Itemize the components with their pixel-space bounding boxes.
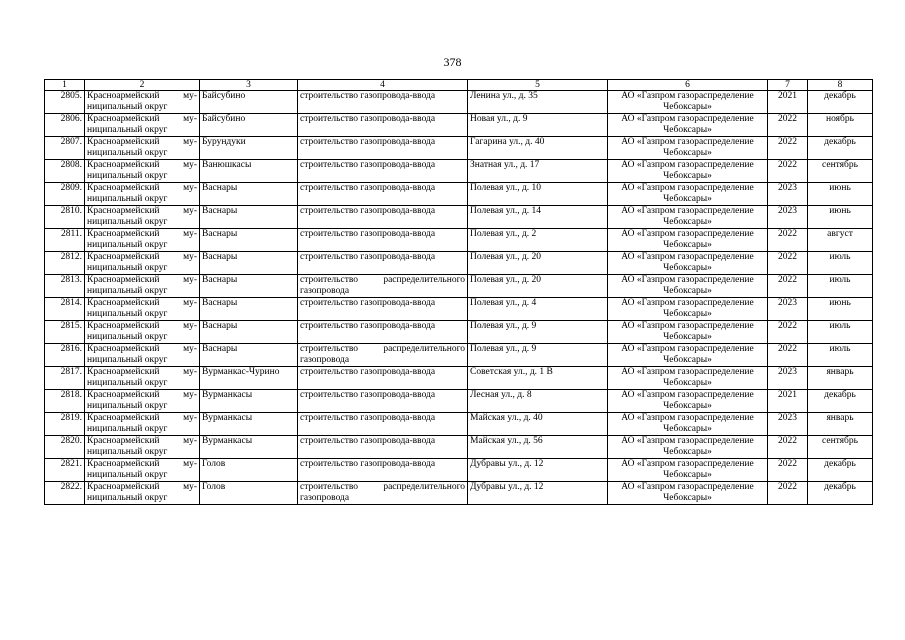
month-cell: декабрь (808, 91, 873, 114)
settlement-cell: Ванюшкасы (200, 160, 298, 183)
municipality-cell (85, 482, 200, 505)
organization-cell (608, 275, 768, 298)
organization-line-2: Чебоксары» (663, 194, 712, 204)
municipality-cell (85, 413, 200, 436)
work-type-cell (298, 344, 468, 367)
row-number: 2818. (45, 390, 85, 413)
address-cell: Дубравы ул., д. 12 (468, 459, 608, 482)
settlement-cell: Васнары (200, 344, 298, 367)
municipality-line-2: ниципальный округ (87, 378, 168, 388)
organization-line-1: АО «Газпром газораспределение (621, 183, 754, 193)
table-row (45, 459, 873, 482)
settlement-cell: Васнары (200, 229, 298, 252)
municipality-cell (85, 390, 200, 413)
settlement-cell: Голов (200, 459, 298, 482)
municipality-line-1: Красноармейский му- (87, 436, 197, 446)
year-cell: 2021 (768, 390, 808, 413)
row-number: 2821. (45, 459, 85, 482)
year-cell: 2023 (768, 183, 808, 206)
settlement-cell: Вурманкасы (200, 413, 298, 436)
organization-line-1: АО «Газпром газораспределение (621, 160, 754, 170)
organization-cell (608, 413, 768, 436)
organization-cell (608, 298, 768, 321)
row-number: 2811. (45, 229, 85, 252)
row-number: 2816. (45, 344, 85, 367)
row-number: 2806. (45, 114, 85, 137)
table-row (45, 229, 873, 252)
work-type-cell (298, 252, 468, 275)
municipality-line-1: Красноармейский му- (87, 298, 197, 308)
municipality-cell (85, 160, 200, 183)
organization-line-2: Чебоксары» (663, 309, 712, 319)
year-cell: 2022 (768, 229, 808, 252)
municipality-line-1: Красноармейский му- (87, 459, 197, 469)
row-number: 2813. (45, 275, 85, 298)
work-type-line-1: строительство газопровода-ввода (300, 206, 436, 216)
address-cell: Полевая ул., д. 14 (468, 206, 608, 229)
settlement-cell: Байсубино (200, 114, 298, 137)
month-cell: январь (808, 367, 873, 390)
table-row (45, 321, 873, 344)
address-cell: Гагарина ул., д. 40 (468, 137, 608, 160)
municipality-line-1: Красноармейский му- (87, 137, 197, 147)
year-cell: 2022 (768, 160, 808, 183)
work-type-line-1: строительство газопровода-ввода (300, 459, 436, 469)
work-type-line-1: строительство газопровода-ввода (300, 160, 436, 170)
table-row (45, 413, 873, 436)
work-type-cell (298, 482, 468, 505)
month-cell: июль (808, 275, 873, 298)
year-cell: 2022 (768, 137, 808, 160)
municipality-cell (85, 298, 200, 321)
municipality-line-2: ниципальный округ (87, 355, 168, 365)
table-row (45, 367, 873, 390)
address-cell: Новая ул., д. 9 (468, 114, 608, 137)
work-type-line-1: строительство газопровода-ввода (300, 413, 436, 423)
address-cell: Полевая ул., д. 10 (468, 183, 608, 206)
municipality-line-2: ниципальный округ (87, 171, 168, 181)
work-type-cell (298, 229, 468, 252)
municipality-line-1: Красноармейский му- (87, 321, 197, 331)
organization-line-1: АО «Газпром газораспределение (621, 137, 754, 147)
settlement-cell: Бурундуки (200, 137, 298, 160)
organization-line-1: АО «Газпром газораспределение (621, 413, 754, 423)
municipality-cell (85, 252, 200, 275)
municipality-line-1: Красноармейский му- (87, 91, 197, 101)
municipality-line-2: ниципальный округ (87, 286, 168, 296)
column-header: 5 (468, 80, 608, 91)
work-type-cell (298, 206, 468, 229)
municipality-line-1: Красноармейский му- (87, 252, 197, 262)
table-row (45, 137, 873, 160)
row-number: 2817. (45, 367, 85, 390)
municipality-line-1: Красноармейский му- (87, 390, 197, 400)
settlement-cell: Голов (200, 482, 298, 505)
organization-cell (608, 436, 768, 459)
municipality-cell (85, 183, 200, 206)
column-header: 3 (200, 80, 298, 91)
column-header: 7 (768, 80, 808, 91)
organization-line-2: Чебоксары» (663, 493, 712, 503)
work-type-cell (298, 413, 468, 436)
work-type-line-1: строительство газопровода-ввода (300, 91, 436, 101)
municipality-line-2: ниципальный округ (87, 332, 168, 342)
work-type-cell (298, 114, 468, 137)
municipality-line-2: ниципальный округ (87, 401, 168, 411)
municipality-line-2: ниципальный округ (87, 493, 168, 503)
organization-line-2: Чебоксары» (663, 263, 712, 273)
municipality-line-2: ниципальный округ (87, 263, 168, 273)
year-cell: 2023 (768, 298, 808, 321)
work-type-line-1: строительство распределительного (300, 275, 465, 285)
municipality-line-2: ниципальный округ (87, 447, 168, 457)
month-cell: январь (808, 413, 873, 436)
work-type-cell (298, 390, 468, 413)
municipality-cell (85, 459, 200, 482)
organization-line-1: АО «Газпром газораспределение (621, 482, 754, 492)
organization-line-1: АО «Газпром газораспределение (621, 436, 754, 446)
organization-line-2: Чебоксары» (663, 447, 712, 457)
work-type-line-1: строительство распределительного (300, 344, 465, 354)
municipality-line-2: ниципальный округ (87, 240, 168, 250)
work-type-line-1: строительство газопровода-ввода (300, 252, 436, 262)
month-cell: июнь (808, 183, 873, 206)
organization-line-1: АО «Газпром газораспределение (621, 367, 754, 377)
work-type-line-1: строительство газопровода-ввода (300, 229, 436, 239)
address-cell: Майская ул., д. 56 (468, 436, 608, 459)
organization-cell (608, 137, 768, 160)
organization-line-2: Чебоксары» (663, 102, 712, 112)
month-cell: декабрь (808, 137, 873, 160)
month-cell: июль (808, 252, 873, 275)
table-row (45, 183, 873, 206)
organization-cell (608, 482, 768, 505)
work-type-line-2: газопровода (300, 493, 350, 503)
gas-registry-table (44, 79, 873, 505)
year-cell: 2023 (768, 367, 808, 390)
organization-cell (608, 206, 768, 229)
work-type-line-1: строительство газопровода-ввода (300, 183, 436, 193)
municipality-line-1: Красноармейский му- (87, 344, 197, 354)
organization-cell (608, 459, 768, 482)
row-number: 2820. (45, 436, 85, 459)
municipality-cell (85, 436, 200, 459)
month-cell: сентябрь (808, 436, 873, 459)
column-header: 4 (298, 80, 468, 91)
work-type-cell (298, 160, 468, 183)
organization-cell (608, 321, 768, 344)
work-type-cell (298, 367, 468, 390)
settlement-cell: Вурманкасы (200, 390, 298, 413)
row-number: 2822. (45, 482, 85, 505)
address-cell: Знатная ул., д. 17 (468, 160, 608, 183)
row-number: 2810. (45, 206, 85, 229)
municipality-line-2: ниципальный округ (87, 424, 168, 434)
row-number: 2814. (45, 298, 85, 321)
settlement-cell: Васнары (200, 206, 298, 229)
month-cell: сентябрь (808, 160, 873, 183)
table-row (45, 436, 873, 459)
row-number: 2819. (45, 413, 85, 436)
municipality-line-1: Красноармейский му- (87, 275, 197, 285)
municipality-line-2: ниципальный округ (87, 217, 168, 227)
year-cell: 2022 (768, 252, 808, 275)
settlement-cell: Васнары (200, 298, 298, 321)
work-type-cell (298, 321, 468, 344)
organization-cell (608, 390, 768, 413)
year-cell: 2022 (768, 275, 808, 298)
address-cell: Советская ул., д. 1 В (468, 367, 608, 390)
address-cell: Полевая ул., д. 9 (468, 321, 608, 344)
municipality-cell (85, 206, 200, 229)
month-cell: декабрь (808, 482, 873, 505)
organization-line-2: Чебоксары» (663, 378, 712, 388)
municipality-line-1: Красноармейский му- (87, 229, 197, 239)
address-cell: Дубравы ул., д. 12 (468, 482, 608, 505)
municipality-line-1: Красноармейский му- (87, 482, 197, 492)
column-header: 2 (85, 80, 200, 91)
settlement-cell: Вурманкас-Чурино (200, 367, 298, 390)
municipality-line-1: Красноармейский му- (87, 114, 197, 124)
organization-line-2: Чебоксары» (663, 424, 712, 434)
settlement-cell: Васнары (200, 183, 298, 206)
table-row (45, 482, 873, 505)
table-row (45, 344, 873, 367)
work-type-cell (298, 137, 468, 160)
year-cell: 2022 (768, 114, 808, 137)
municipality-line-1: Красноармейский му- (87, 367, 197, 377)
organization-line-2: Чебоксары» (663, 355, 712, 365)
municipality-line-2: ниципальный округ (87, 309, 168, 319)
year-cell: 2022 (768, 436, 808, 459)
month-cell: декабрь (808, 459, 873, 482)
municipality-line-2: ниципальный округ (87, 125, 168, 135)
work-type-line-1: строительство газопровода-ввода (300, 298, 436, 308)
address-cell: Полевая ул., д. 9 (468, 344, 608, 367)
column-number-row (45, 80, 873, 91)
table-row (45, 252, 873, 275)
organization-line-2: Чебоксары» (663, 148, 712, 158)
organization-line-1: АО «Газпром газораспределение (621, 91, 754, 101)
municipality-cell (85, 321, 200, 344)
settlement-cell: Васнары (200, 275, 298, 298)
table-row (45, 298, 873, 321)
organization-line-1: АО «Газпром газораспределение (621, 321, 754, 331)
organization-line-1: АО «Газпром газораспределение (621, 229, 754, 239)
municipality-cell (85, 344, 200, 367)
year-cell: 2022 (768, 344, 808, 367)
organization-line-2: Чебоксары» (663, 286, 712, 296)
address-cell: Полевая ул., д. 2 (468, 229, 608, 252)
address-cell: Полевая ул., д. 20 (468, 252, 608, 275)
work-type-line-2: газопровода (300, 286, 350, 296)
organization-cell (608, 160, 768, 183)
column-header: 1 (45, 80, 85, 91)
address-cell: Ленина ул., д. 35 (468, 91, 608, 114)
organization-line-1: АО «Газпром газораспределение (621, 114, 754, 124)
row-number: 2815. (45, 321, 85, 344)
organization-line-1: АО «Газпром газораспределение (621, 344, 754, 354)
work-type-cell (298, 275, 468, 298)
work-type-line-1: строительство газопровода-ввода (300, 321, 436, 331)
work-type-cell (298, 436, 468, 459)
work-type-line-1: строительство газопровода-ввода (300, 436, 436, 446)
municipality-cell (85, 275, 200, 298)
organization-line-2: Чебоксары» (663, 240, 712, 250)
municipality-cell (85, 91, 200, 114)
year-cell: 2023 (768, 413, 808, 436)
row-number: 2805. (45, 91, 85, 114)
work-type-line-1: строительство газопровода-ввода (300, 390, 436, 400)
organization-cell (608, 229, 768, 252)
municipality-line-1: Красноармейский му- (87, 160, 197, 170)
month-cell: июнь (808, 298, 873, 321)
table-row (45, 390, 873, 413)
year-cell: 2023 (768, 206, 808, 229)
organization-cell (608, 252, 768, 275)
month-cell: декабрь (808, 390, 873, 413)
row-number: 2812. (45, 252, 85, 275)
organization-line-1: АО «Газпром газораспределение (621, 252, 754, 262)
row-number: 2808. (45, 160, 85, 183)
municipality-line-1: Красноармейский му- (87, 206, 197, 216)
organization-line-2: Чебоксары» (663, 470, 712, 480)
organization-cell (608, 344, 768, 367)
row-number: 2809. (45, 183, 85, 206)
organization-line-2: Чебоксары» (663, 171, 712, 181)
work-type-line-1: строительство газопровода-ввода (300, 114, 436, 124)
municipality-line-2: ниципальный округ (87, 470, 168, 480)
address-cell: Полевая ул., д. 20 (468, 275, 608, 298)
row-number: 2807. (45, 137, 85, 160)
address-cell: Майская ул., д. 40 (468, 413, 608, 436)
year-cell: 2022 (768, 459, 808, 482)
address-cell: Полевая ул., д. 4 (468, 298, 608, 321)
organization-cell (608, 183, 768, 206)
municipality-line-1: Красноармейский му- (87, 413, 197, 423)
municipality-cell (85, 114, 200, 137)
settlement-cell: Васнары (200, 321, 298, 344)
municipality-line-2: ниципальный округ (87, 102, 168, 112)
organization-line-1: АО «Газпром газораспределение (621, 206, 754, 216)
work-type-line-1: строительство распределительного (300, 482, 465, 492)
page-number: 378 (443, 55, 462, 69)
municipality-line-2: ниципальный округ (87, 194, 168, 204)
municipality-cell (85, 229, 200, 252)
month-cell: июль (808, 344, 873, 367)
municipality-cell (85, 137, 200, 160)
month-cell: июль (808, 321, 873, 344)
organization-line-1: АО «Газпром газораспределение (621, 390, 754, 400)
organization-line-2: Чебоксары» (663, 332, 712, 342)
month-cell: ноябрь (808, 114, 873, 137)
address-cell: Лесная ул., д. 8 (468, 390, 608, 413)
year-cell: 2022 (768, 321, 808, 344)
work-type-line-1: строительство газопровода-ввода (300, 137, 436, 147)
organization-line-1: АО «Газпром газораспределение (621, 298, 754, 308)
work-type-cell (298, 183, 468, 206)
municipality-line-2: ниципальный округ (87, 148, 168, 158)
organization-cell (608, 367, 768, 390)
organization-cell (608, 91, 768, 114)
table-row (45, 160, 873, 183)
table-row (45, 91, 873, 114)
year-cell: 2022 (768, 482, 808, 505)
settlement-cell: Байсубино (200, 91, 298, 114)
work-type-cell (298, 298, 468, 321)
organization-line-2: Чебоксары» (663, 401, 712, 411)
municipality-cell (85, 367, 200, 390)
municipality-line-1: Красноармейский му- (87, 183, 197, 193)
month-cell: июнь (808, 206, 873, 229)
organization-cell (608, 114, 768, 137)
year-cell: 2021 (768, 91, 808, 114)
work-type-line-2: газопровода (300, 355, 350, 365)
organization-line-2: Чебоксары» (663, 125, 712, 135)
organization-line-1: АО «Газпром газораспределение (621, 275, 754, 285)
work-type-cell (298, 459, 468, 482)
work-type-line-1: строительство газопровода-ввода (300, 367, 436, 377)
settlement-cell: Васнары (200, 252, 298, 275)
table-row (45, 114, 873, 137)
organization-line-1: АО «Газпром газораспределение (621, 459, 754, 469)
column-header: 8 (808, 80, 873, 91)
settlement-cell: Вурманкасы (200, 436, 298, 459)
month-cell: август (808, 229, 873, 252)
table-row (45, 206, 873, 229)
table-row (45, 275, 873, 298)
column-header: 6 (608, 80, 768, 91)
organization-line-2: Чебоксары» (663, 217, 712, 227)
work-type-cell (298, 91, 468, 114)
